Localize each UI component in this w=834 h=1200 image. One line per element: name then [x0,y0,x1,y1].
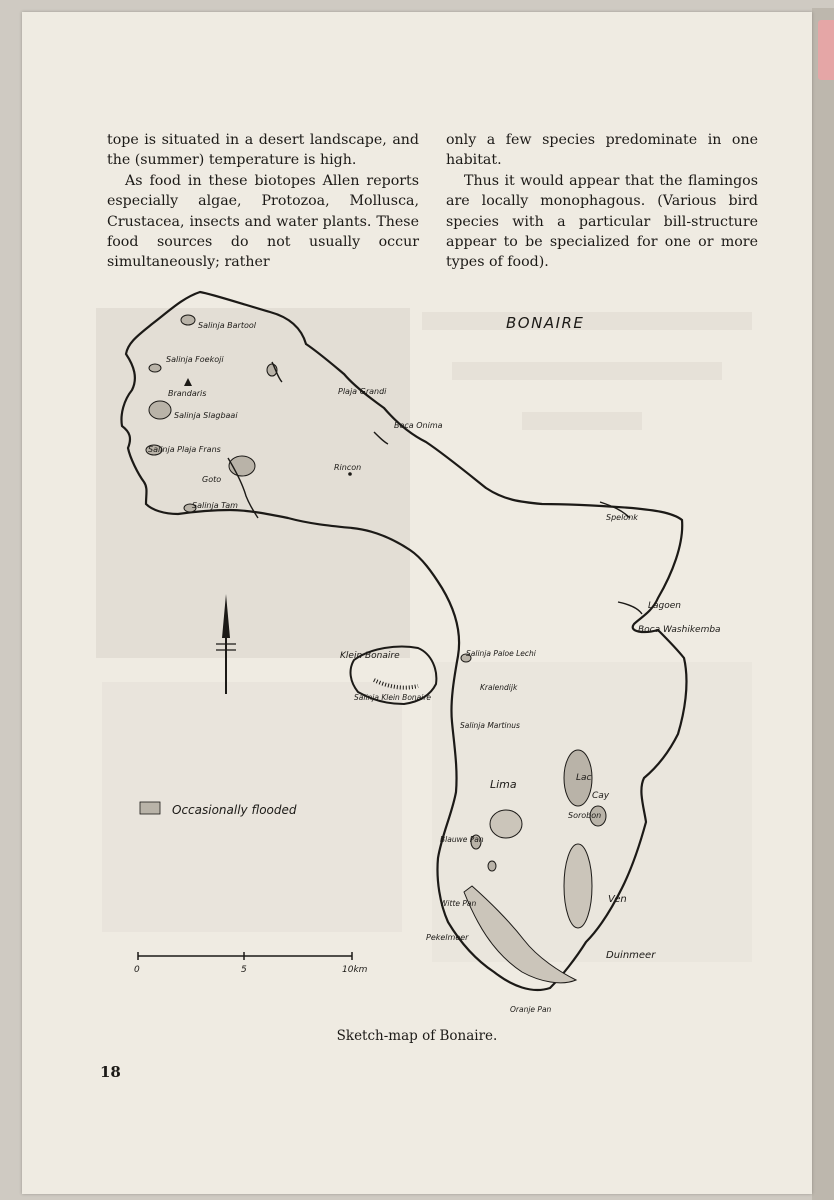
label-witte-pan: Witte Pan [440,899,477,908]
scale-tick-5: 5 [241,965,247,975]
label-kralendijk: Kralendijk [480,683,518,692]
page-number: 18 [100,1063,121,1081]
label-boca-onima: Boca Onima [394,421,443,430]
legend-label: Occasionally flooded [172,803,297,817]
label-lima: Lima [490,778,517,791]
text-column-right [446,130,758,273]
label-goto: Goto [202,475,222,484]
label-blauwe-pan: Blauwe Pan [440,835,484,844]
label-plaja-grandi: Plaja Grandi [338,387,387,396]
scale-tick-0: 0 [134,965,140,975]
scale-tick-10km: 10km [342,965,368,975]
page-tab [818,20,834,80]
label-salinja-foekoji: Salinja Foekoji [166,355,224,364]
label-salinja-paloe-lechi: Salinja Paloe Lechi [466,649,536,658]
rincon-marker [348,472,352,476]
map-title: BONAIRE [506,314,585,332]
label-boca-washikemba: Boca Washikemba [638,625,721,635]
bonaire-sketch-map [92,282,772,1022]
label-salinja-tam: Salinja Tam [192,501,238,510]
paragraph: Thus it would appear that the flamingos are locally monophagous. (Various bird species with a particular bill-structure appear to be specialized for one or more types of food). [446,172,758,271]
label-lac: Lac [576,773,592,783]
label-oranje-pan: Oranje Pan [510,1005,552,1014]
scale-bar [134,952,368,975]
label-ven: Ven [608,894,627,905]
figure-caption: Sketch-map of Bonaire. [336,1028,498,1044]
label-salinja-slagbaai: Salinja Slagbaai [174,411,238,420]
label-salinja-plaja-frans: Salinja Plaja Frans [148,445,221,454]
paragraph: As food in these biotopes Allen reports especially algae, Protozoa, Mollusca, Crustacea, insects and water plants. These food sources do not usually occur simultaneously; rather [107,172,419,271]
label-duinmeer: Duinmeer [606,950,656,961]
label-salinja-bartool: Salinja Bartool [198,321,256,330]
page-edge [812,8,834,1200]
text-column-left [107,130,419,273]
paragraph: only a few species predominate in one habitat. [446,132,758,169]
label-cay: Cay [592,791,610,801]
flooded-legend-swatch [140,802,160,814]
bleed-through [96,308,752,962]
label-lagoen: Lagoen [648,601,681,611]
label-klein-bonaire: Klein Bonaire [340,651,400,661]
label-sorobon: Sorobon [568,811,602,820]
label-salinja-martinus: Salinja Martinus [460,721,520,730]
label-spelonk: Spelonk [606,513,638,522]
label-rincon: Rincon [334,463,362,472]
paragraph: tope is situated in a desert landscape, and the (summer) temperature is high. [107,132,419,169]
label-brandaris: Brandaris [168,389,207,398]
label-salinja-klein-bonaire: Salinja Klein Bonaire [354,693,432,702]
label-pekelmeer: Pekelmeer [426,933,469,942]
